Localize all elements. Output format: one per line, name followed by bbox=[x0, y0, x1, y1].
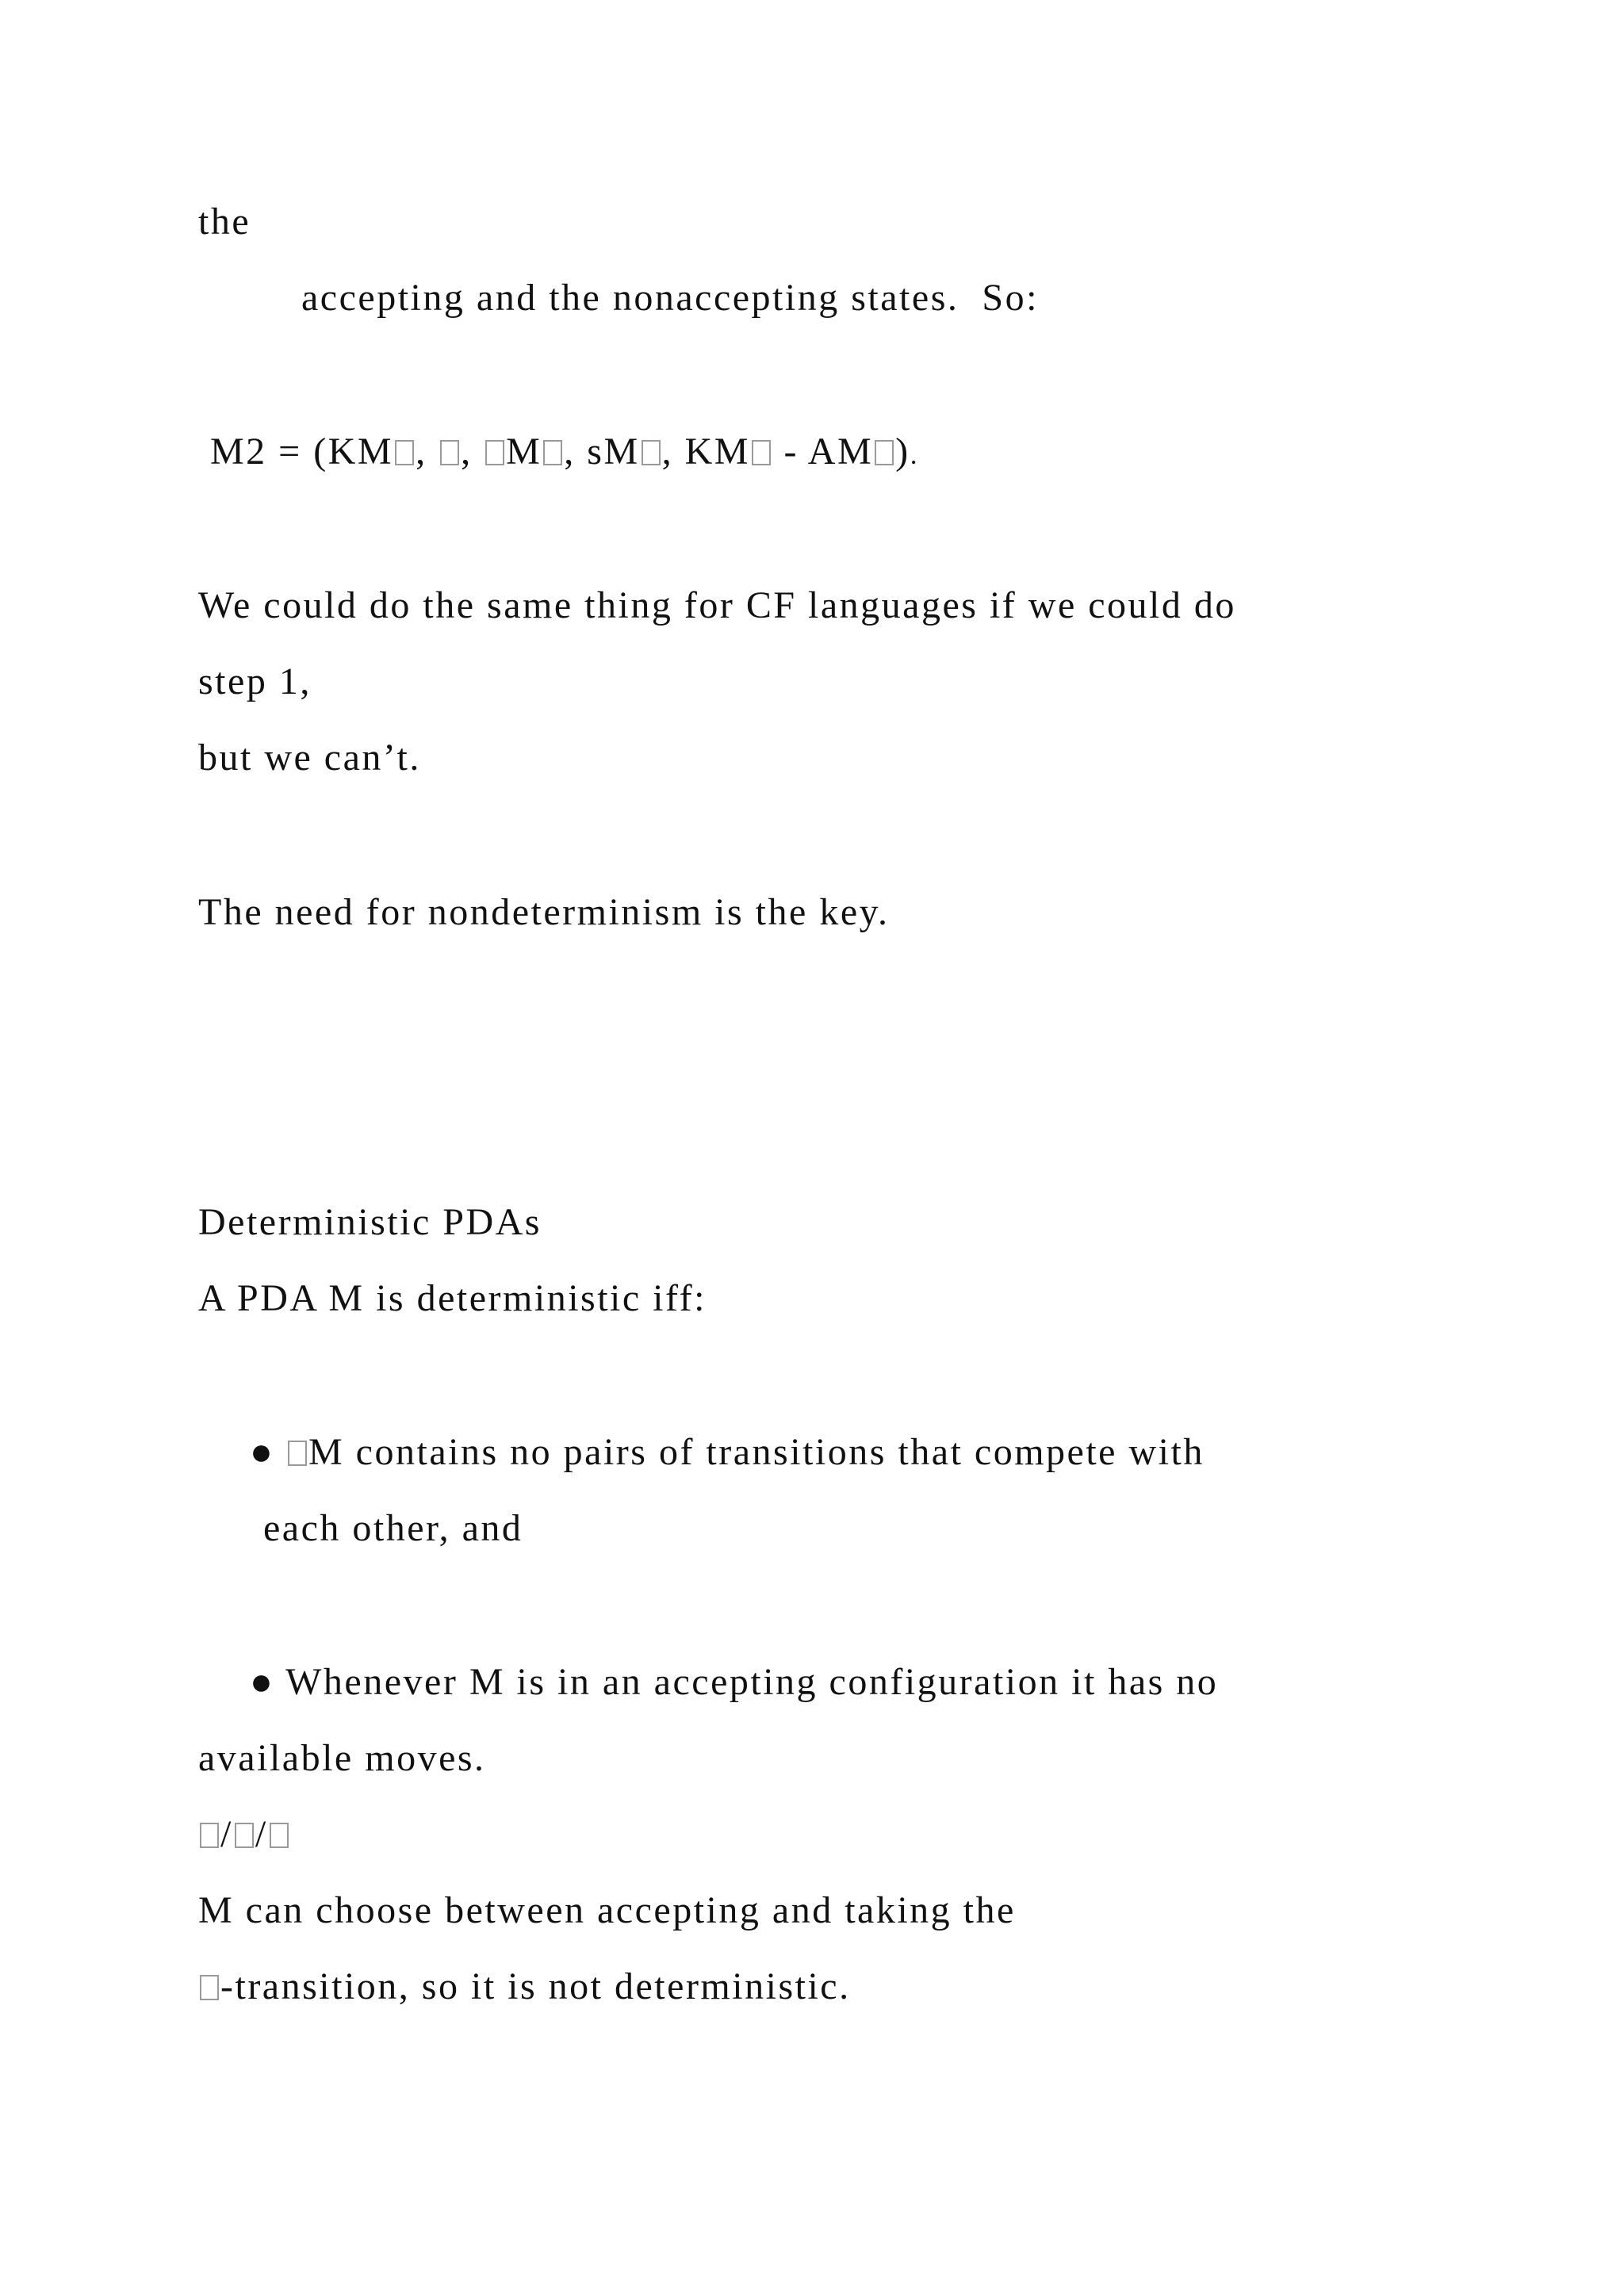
m2-m: M bbox=[506, 430, 542, 473]
paragraph-cf-line1: We could do the same thing for CF languages if we could do bbox=[198, 584, 1236, 626]
bullet-item-1 bbox=[250, 1429, 1205, 1476]
missing-glyph-icon bbox=[288, 1441, 307, 1466]
m2-sep: , sM bbox=[564, 430, 640, 473]
m2-period: . bbox=[910, 438, 920, 470]
missing-glyph-icon bbox=[395, 440, 414, 465]
bullet-item-2-continuation: available moves. bbox=[198, 1737, 486, 1779]
choice-line1: M can choose between accepting and taking the bbox=[198, 1889, 1016, 1931]
transition-sep: / bbox=[220, 1813, 233, 1855]
bullet-icon: ● bbox=[250, 1431, 275, 1473]
choice-line2 bbox=[198, 1963, 851, 2011]
missing-glyph-icon bbox=[200, 1975, 219, 2000]
text-line-the: the bbox=[198, 201, 251, 243]
missing-glyph-icon bbox=[642, 440, 661, 465]
definition-line: A PDA M is deterministic iff: bbox=[198, 1277, 707, 1319]
choice-line2-text: -transition, so it is not deterministic. bbox=[220, 1965, 851, 2007]
text-line-accepting: accepting and the nonaccepting states. So: bbox=[301, 277, 1039, 319]
missing-glyph-icon bbox=[200, 1823, 219, 1848]
m2-prefix: M2 = (KM bbox=[210, 430, 394, 473]
missing-glyph-icon bbox=[752, 440, 771, 465]
bullet-item-2: ● Whenever M is in an accepting configuration it has no bbox=[250, 1661, 1219, 1703]
section-heading: Deterministic PDAs bbox=[198, 1201, 542, 1243]
m2-close: ) bbox=[895, 430, 910, 473]
paragraph-cf-line3: but we can’t. bbox=[198, 737, 421, 779]
m2-minus: - AM bbox=[772, 430, 874, 473]
m2-sep: , bbox=[461, 430, 485, 473]
missing-glyph-icon bbox=[235, 1823, 254, 1848]
transition-sep: / bbox=[255, 1813, 268, 1855]
missing-glyph-icon bbox=[440, 440, 459, 465]
paragraph-cf-line2: step 1, bbox=[198, 660, 312, 702]
transition-label bbox=[198, 1811, 290, 1858]
missing-glyph-icon bbox=[485, 440, 504, 465]
bullet-item-1-continuation: each other, and bbox=[263, 1507, 523, 1549]
m2-sep: , KM bbox=[661, 430, 750, 473]
m2-sep: , bbox=[416, 430, 439, 473]
paragraph-nondeterminism: The need for nondeterminism is the key. bbox=[198, 891, 890, 933]
missing-glyph-icon bbox=[875, 440, 894, 465]
m2-definition bbox=[210, 428, 919, 478]
missing-glyph-icon bbox=[270, 1823, 289, 1848]
missing-glyph-icon bbox=[543, 440, 562, 465]
bullet-item-1-text: M contains no pairs of transitions that compete with bbox=[308, 1431, 1205, 1473]
